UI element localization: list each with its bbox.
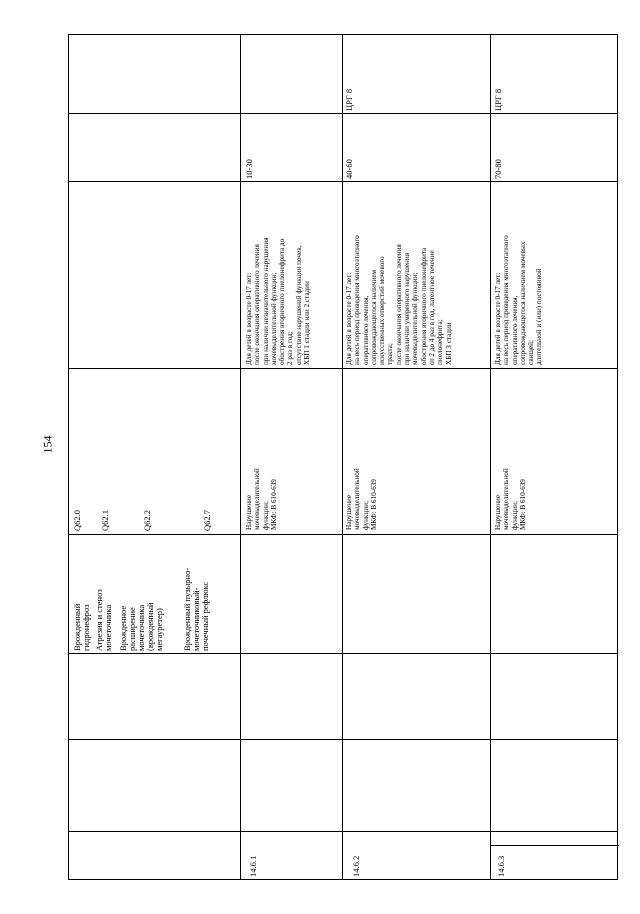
row-divider: [69, 181, 617, 182]
diagnosis-ureter-atresia: Атрезия и стеноз мочеточника: [94, 589, 113, 651]
criteria-text: Для детей в возрасте 0-17 лет: на весь период проведения многоэтапного оперативного лечения, сопровождающегося наличием мочевых свищей; длительной и (или) постоянной: [494, 235, 544, 365]
percent-range: 70-80: [493, 159, 503, 179]
diagnosis-hydronephrosis: Врожденный гидронефроз: [72, 603, 91, 651]
row-number: 14.6.2: [351, 855, 361, 877]
diagnosis-megaureter: Врожденное расширение мочеточника (врожденный мегауретер): [118, 602, 164, 651]
icd-code: Q62.7: [202, 509, 212, 531]
criteria-text: Для детей в возрасте 0-17 лет: после окончания оперативного лечения при наличии незначительного нарушения мочевыделительной функции; обострения вторичного пиелонефрита до 2 раз в год; отсутствие нарушений функции почек, ХБП 1 стадии или 2 стадии: [245, 237, 312, 365]
row-divider: [69, 653, 617, 654]
icd-code: Q62.1: [100, 509, 110, 531]
row-number: 14.6.1: [248, 855, 258, 877]
column-divider: [490, 35, 491, 879]
group-label: ЦРГ 8: [493, 88, 503, 111]
criteria-table: [68, 34, 618, 880]
column-divider: [342, 35, 343, 879]
icf-code: Нарушение мочевыделительной функции; МКФ: В 610-639: [345, 468, 378, 530]
row-divider: [69, 113, 617, 114]
row-divider: [490, 845, 619, 846]
percent-range: 10-30: [244, 159, 254, 179]
icf-code: Нарушение мочевыделительной функции; МКФ: В 610-639: [494, 468, 527, 530]
group-label: ЦРГ 8: [344, 88, 354, 111]
column-divider: [240, 35, 241, 879]
row-divider: [69, 534, 617, 535]
row-number: 14.6.3: [496, 855, 506, 877]
criteria-text: Для детей в возрасте 0-17 лет: на весь период проведения многоэтапного оперативного лечения, сопровождающегося наличием искусственных отверстий мочевого тракта; после окончания оперативного лечения при наличии умеренного нарушения мочевыделительной функции; обострения вторичного пиелонефрита от 2 до 4 раз в год, латентное течение пиелонефрита; ХБП 3 стадии: [345, 235, 453, 365]
row-divider: [69, 831, 617, 832]
row-divider: [69, 368, 617, 369]
row-divider: [69, 739, 617, 740]
icf-code: Нарушение мочевыделительной функции; МКФ: В 610-639: [245, 468, 278, 530]
page-number: 154: [40, 435, 55, 454]
percent-range: 40-60: [344, 159, 354, 179]
icd-code: Q62.2: [142, 509, 152, 531]
diagnosis-reflux: Врожденный пузырно- мочеточниковый- почечный рефлюкс: [182, 567, 210, 651]
icd-code: Q62.0: [72, 509, 82, 531]
